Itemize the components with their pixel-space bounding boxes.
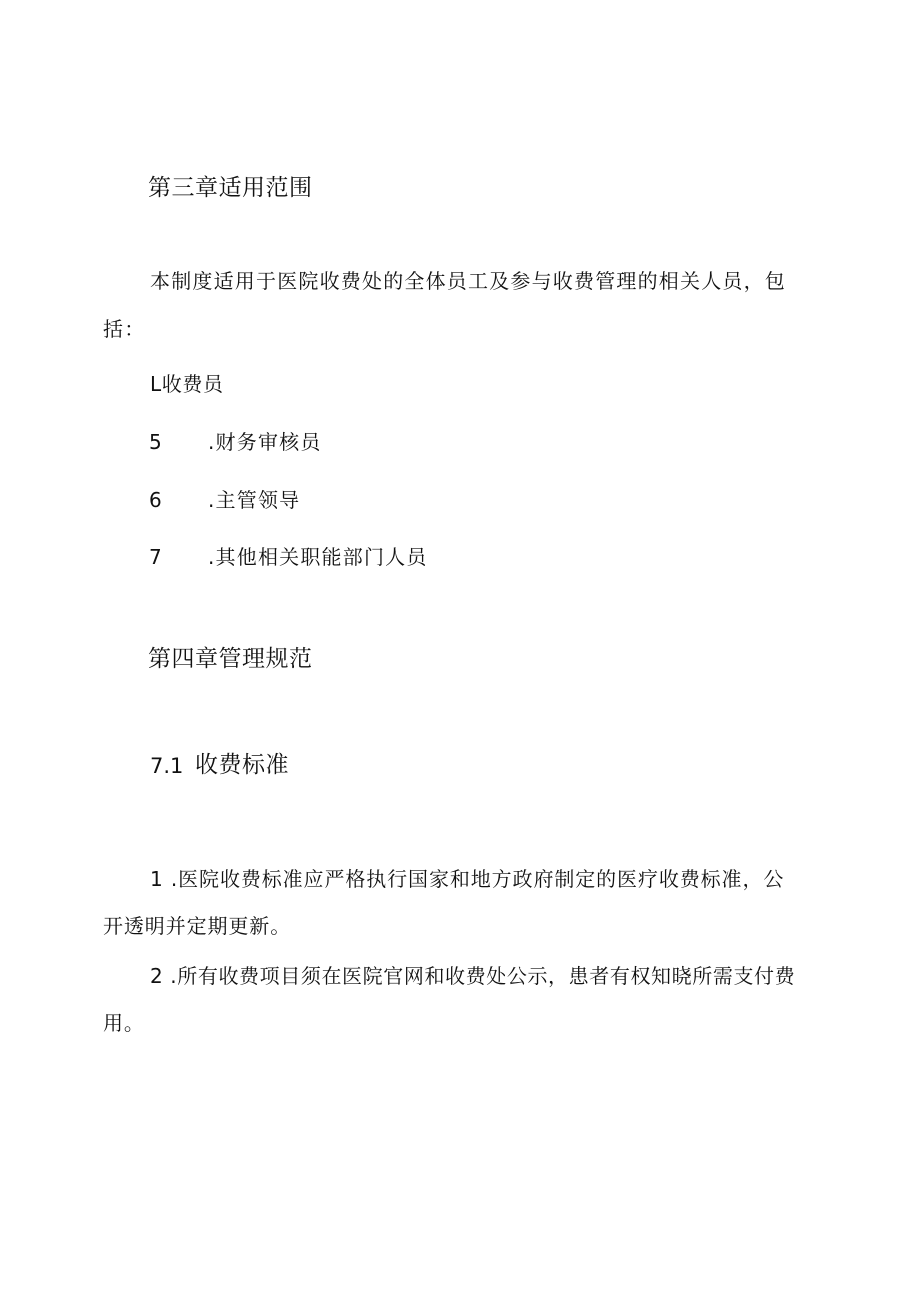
- paragraph-2: [103, 964, 803, 1035]
- chapter-4-title: 第四章管理规范: [148, 646, 313, 672]
- list-item-2-number: 5: [149, 430, 162, 454]
- list-item-4-number: 7: [149, 545, 162, 569]
- paragraph-1-line-2: 开透明并定期更新。: [103, 914, 292, 938]
- section-7-1-number: 7.1: [150, 754, 184, 778]
- list-item-3-number: 6: [149, 488, 162, 512]
- list-item-1-text: L收费员: [150, 372, 224, 396]
- list-item-2-text: .财务审核员: [208, 430, 322, 454]
- chapter-3-title: 第三章适用范围: [148, 175, 313, 201]
- paragraph-2-line-2: 用。: [103, 1011, 145, 1035]
- paragraph-2-line-1: 2 .所有收费项目须在医院官网和收费处公示，患者有权知晓所需支付费: [150, 964, 796, 988]
- section-7-1-title: 收费标准: [195, 752, 289, 778]
- paragraph-1: [103, 867, 803, 938]
- paragraph-1-line-1: 1 .医院收费标准应严格执行国家和地方政府制定的医疗收费标准，公: [150, 867, 785, 891]
- chapter-3-intro-line-1: 本制度适用于医院收费处的全体员工及参与收费管理的相关人员，包: [150, 269, 786, 293]
- list-item-4-text: .其他相关职能部门人员: [208, 545, 428, 569]
- list-item-3-text: .主管领导: [208, 488, 301, 512]
- chapter-3-intro-line-2: 括：: [103, 317, 146, 341]
